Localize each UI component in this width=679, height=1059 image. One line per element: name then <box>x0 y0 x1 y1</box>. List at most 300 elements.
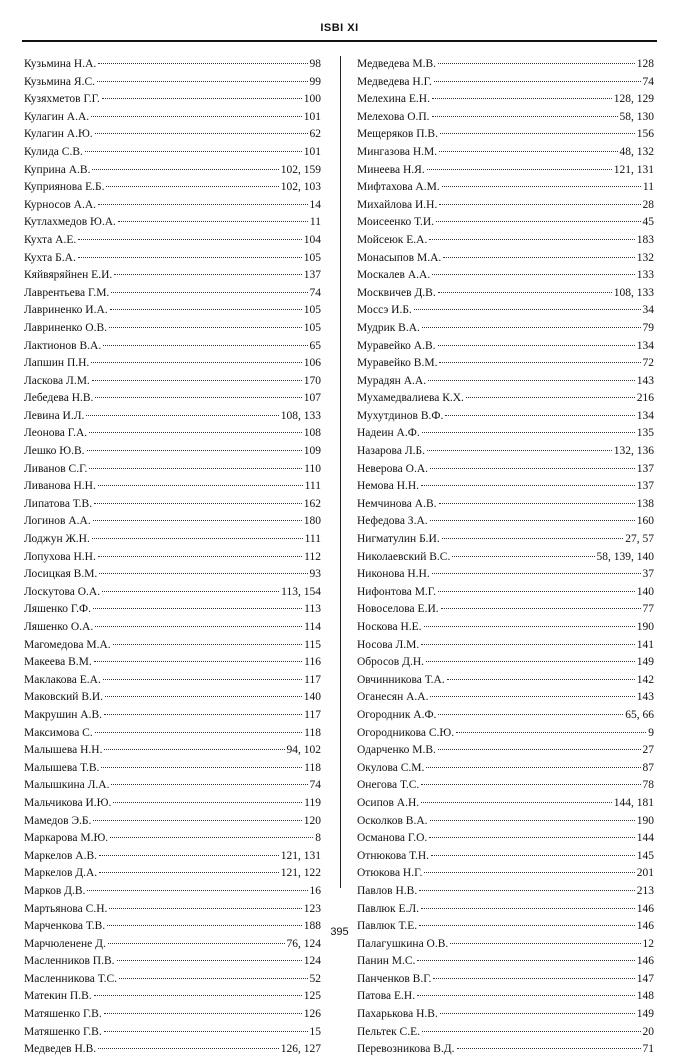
index-entry <box>357 777 654 795</box>
dot-leader <box>99 573 307 574</box>
index-entry <box>24 566 321 584</box>
page-references: 76, 124 <box>286 937 321 950</box>
page-references: 134 <box>636 339 654 352</box>
author-name: Масленникова Т.С. <box>24 972 118 985</box>
dot-leader <box>118 221 308 222</box>
dot-leader <box>439 503 635 504</box>
author-name: Москвичев Д.В. <box>357 286 436 299</box>
index-entry <box>357 813 654 831</box>
index-entry <box>24 619 321 637</box>
index-entry <box>357 566 654 584</box>
page-references: 128, 129 <box>613 93 654 106</box>
dot-leader <box>106 186 278 187</box>
author-name: Носкова Н.Е. <box>357 621 422 633</box>
author-name: Логинов А.А. <box>24 515 91 528</box>
author-name: Лавриненко О.В. <box>24 321 108 334</box>
dot-leader <box>442 186 641 187</box>
index-entry <box>357 320 654 338</box>
column-divider <box>340 56 341 888</box>
page-references: 45 <box>642 216 654 229</box>
dot-leader <box>95 133 308 134</box>
dot-leader <box>92 169 278 170</box>
page-references: 118 <box>304 761 321 774</box>
dot-leader <box>104 1031 308 1032</box>
index-entry <box>24 513 321 531</box>
author-name: Мингазова Н.М. <box>357 145 438 158</box>
author-name: Лоскутова О.А. <box>24 585 101 598</box>
dot-leader <box>421 908 635 909</box>
dot-leader <box>414 309 641 310</box>
author-name: Кулида С.В. <box>24 145 83 158</box>
page-references: 102, 159 <box>280 163 321 176</box>
page-references: 58, 130 <box>619 110 654 123</box>
author-name: Кузьмина Я.С. <box>24 75 95 88</box>
dot-leader <box>109 908 301 909</box>
index-entry <box>357 197 654 215</box>
index-entry <box>24 1024 321 1042</box>
author-name: Панченков В.Г. <box>357 972 432 985</box>
author-name: Оганесян А.А. <box>357 691 429 704</box>
author-name: Неверова О.А. <box>357 462 428 475</box>
page-references: 11 <box>309 216 321 229</box>
author-name: Маркарова М.Ю. <box>24 832 109 845</box>
author-name: Марчюленене Д. <box>24 937 106 950</box>
dot-leader <box>432 98 612 99</box>
index-entry <box>24 232 321 250</box>
author-name: Носова Л.М. <box>357 638 420 651</box>
dot-leader <box>427 169 612 170</box>
dot-leader <box>421 485 635 486</box>
page-references: 160 <box>636 515 654 528</box>
index-entry <box>24 56 321 74</box>
author-name: Ливанова Н.Н. <box>24 480 96 493</box>
page-references: 109 <box>303 445 321 458</box>
author-name: Маркелов А.В. <box>24 849 98 862</box>
author-name: Кутлахмедов Ю.А. <box>24 216 116 229</box>
author-name: Муравейко В.М. <box>357 357 438 370</box>
dot-leader <box>99 872 279 873</box>
dot-leader <box>429 837 634 838</box>
author-name: Павлов Н.В. <box>357 884 418 897</box>
author-name: Панин М.С. <box>357 955 416 968</box>
index-entry <box>24 91 321 109</box>
author-name: Лоджун Ж.Н. <box>24 533 90 546</box>
index-entry <box>357 619 654 637</box>
page-references: 146 <box>636 902 654 915</box>
dot-leader <box>430 520 635 521</box>
index-entry <box>24 338 321 356</box>
index-entry <box>24 250 321 268</box>
page-references: 100 <box>303 93 321 106</box>
dot-leader <box>103 345 307 346</box>
index-entry <box>357 461 654 479</box>
index-entry <box>24 689 321 707</box>
page-references: 111 <box>304 533 321 546</box>
page-references: 201 <box>636 867 654 880</box>
dot-leader <box>108 943 285 944</box>
page-references: 34 <box>642 304 654 317</box>
index-entry <box>24 865 321 883</box>
dot-leader <box>430 468 635 469</box>
author-name: Липатова Т.В. <box>24 497 93 510</box>
author-name: Лебедева Н.В. <box>24 392 94 405</box>
author-name: Нигматулин Б.И. <box>357 533 440 546</box>
author-name: Окулова С.М. <box>357 761 425 774</box>
author-name: Мухамедвалиева К.Х. <box>357 392 464 405</box>
page-references: 170 <box>303 374 321 387</box>
page-references: 146 <box>636 920 654 933</box>
index-entry <box>357 373 654 391</box>
index-entry <box>24 285 321 303</box>
author-name: Моисеенко Т.И. <box>357 216 435 229</box>
page-references: 15 <box>309 1025 321 1038</box>
author-name: Пахарькова Н.В. <box>357 1008 438 1021</box>
page-references: 162 <box>303 497 321 510</box>
index-entry <box>24 408 321 426</box>
dot-leader <box>114 274 302 275</box>
index-entry <box>357 179 654 197</box>
page-references: 111 <box>304 480 321 493</box>
author-name: Масленников П.В. <box>24 955 115 968</box>
index-entry <box>24 179 321 197</box>
dot-leader <box>91 116 302 117</box>
author-name: Мурадян А.А. <box>357 374 427 387</box>
page-references: 107 <box>303 392 321 405</box>
index-entry <box>24 461 321 479</box>
author-name: Ласкова Л.М. <box>24 374 90 387</box>
dot-leader <box>103 679 302 680</box>
dot-leader <box>417 995 635 996</box>
author-name: Отюкова Н.Г. <box>357 867 423 880</box>
index-entry <box>24 74 321 92</box>
author-name: Макеева В.М. <box>24 656 92 669</box>
dot-leader <box>430 820 635 821</box>
author-name: Магомедова М.А. <box>24 638 111 651</box>
page-references: 20 <box>642 1025 654 1038</box>
page-references: 128 <box>636 58 654 70</box>
index-entry <box>24 373 321 391</box>
index-entry <box>24 813 321 831</box>
index-entry <box>357 725 654 743</box>
author-name: Мухутдинов В.Ф. <box>357 409 444 422</box>
page-references: 120 <box>303 814 321 827</box>
dot-leader <box>87 450 302 451</box>
dot-leader <box>432 274 635 275</box>
index-column-left <box>24 56 321 1059</box>
author-name: Куприна А.В. <box>24 163 91 176</box>
dot-leader <box>456 732 646 733</box>
author-name: Николаевский В.С. <box>357 550 451 563</box>
author-name: Малышева Т.В. <box>24 761 100 774</box>
page-references: 180 <box>303 515 321 528</box>
dot-leader <box>422 432 635 433</box>
dot-leader <box>89 468 302 469</box>
index-entry <box>357 162 654 180</box>
author-name: Палагушкина О.В. <box>357 937 449 950</box>
page-references: 121, 122 <box>280 867 321 880</box>
index-entry <box>24 267 321 285</box>
index-entry <box>357 901 654 919</box>
page-references: 147 <box>636 972 654 985</box>
index-entry <box>24 109 321 127</box>
page-references: 126, 127 <box>280 1043 321 1056</box>
dot-leader <box>89 432 302 433</box>
author-name: Монасыпов М.А. <box>357 251 442 264</box>
author-name: Лопухова Н.Н. <box>24 550 96 563</box>
page-references: 108, 133 <box>280 409 321 422</box>
page-references: 79 <box>642 321 654 334</box>
index-entry <box>357 549 654 567</box>
author-name: Москалев А.А. <box>357 269 431 282</box>
author-name: Одарченко М.В. <box>357 744 436 757</box>
index-entry <box>24 830 321 848</box>
dot-leader <box>109 327 302 328</box>
author-name: Лавриненко И.А. <box>24 304 108 317</box>
index-entry <box>357 478 654 496</box>
author-name: Обросов Д.Н. <box>357 656 425 669</box>
dot-leader <box>117 960 302 961</box>
page-references: 132, 136 <box>613 445 654 458</box>
index-entry <box>357 250 654 268</box>
dot-leader <box>422 1031 641 1032</box>
dot-leader <box>110 309 302 310</box>
author-name: Онегова Т.С. <box>357 779 420 792</box>
page-references: 140 <box>636 585 654 598</box>
dot-leader <box>95 397 301 398</box>
index-entry <box>24 883 321 901</box>
dot-leader <box>433 978 634 979</box>
dot-leader <box>421 802 612 803</box>
index-entry <box>24 390 321 408</box>
author-name: Кулагин А.Ю. <box>24 128 93 141</box>
index-entry <box>357 689 654 707</box>
dot-leader <box>93 820 301 821</box>
author-name: Мелехова О.П. <box>357 110 430 123</box>
index-entry <box>357 707 654 725</box>
author-name: Отнюкова Т.Н. <box>357 849 430 862</box>
page-references: 117 <box>304 708 321 721</box>
index-entry <box>357 672 654 690</box>
index-entry <box>24 637 321 655</box>
dot-leader <box>78 239 302 240</box>
page-references: 77 <box>642 603 654 616</box>
author-name: Матекин П.В. <box>24 990 92 1003</box>
index-entry <box>357 971 654 989</box>
page-references: 183 <box>636 233 654 246</box>
index-entry <box>357 584 654 602</box>
author-name: Матяшенко Г.В. <box>24 1025 102 1038</box>
author-name: Минеева Н.Я. <box>357 163 425 176</box>
dot-leader <box>110 837 313 838</box>
index-entry <box>357 1006 654 1024</box>
index-entry <box>357 390 654 408</box>
page-references: 101 <box>303 145 321 158</box>
page-references: 58, 139, 140 <box>596 550 654 563</box>
dot-leader <box>87 890 307 891</box>
index-entry <box>357 91 654 109</box>
page-references: 98 <box>309 58 321 70</box>
index-entry <box>24 760 321 778</box>
index-entry <box>24 443 321 461</box>
page-references: 72 <box>642 357 654 370</box>
dot-leader <box>434 81 641 82</box>
dot-leader <box>119 978 307 979</box>
index-entry <box>357 302 654 320</box>
index-entry <box>357 830 654 848</box>
dot-leader <box>436 221 640 222</box>
author-name: Малышева Н.Н. <box>24 744 103 757</box>
index-entry <box>24 901 321 919</box>
author-name: Огородник А.Ф. <box>357 708 437 721</box>
index-entry <box>357 1041 654 1059</box>
index-entry <box>357 232 654 250</box>
dot-leader <box>97 81 308 82</box>
dot-leader <box>113 644 303 645</box>
page-references: 125 <box>303 990 321 1003</box>
author-name: Нефедова З.А. <box>357 515 428 528</box>
author-name: Никонова Н.Н. <box>357 568 430 581</box>
page-references: 65, 66 <box>625 708 654 721</box>
dot-leader <box>457 1048 641 1049</box>
author-name: Моссэ И.Б. <box>357 304 412 317</box>
index-entry <box>357 795 654 813</box>
author-name: Ливанов С.Г. <box>24 462 88 475</box>
page-references: 114 <box>304 621 321 633</box>
author-name: Максимова С. <box>24 726 93 739</box>
author-name: Мелехина Е.Н. <box>357 93 430 106</box>
page-references: 62 <box>309 128 321 141</box>
dot-leader <box>99 855 279 856</box>
author-name: Медведева Н.Г. <box>357 75 432 88</box>
dot-leader <box>438 714 623 715</box>
author-name: Огородникова С.Ю. <box>357 726 455 739</box>
page-number: 395 <box>330 926 349 938</box>
dot-leader <box>432 573 641 574</box>
page-references: 101 <box>303 110 321 123</box>
index-entry <box>357 443 654 461</box>
page-references: 87 <box>642 761 654 774</box>
author-name: Маклакова Е.А. <box>24 673 101 686</box>
page-references: 119 <box>304 796 321 809</box>
index-entry <box>357 1024 654 1042</box>
page-references: 140 <box>303 691 321 704</box>
page-references: 148 <box>636 990 654 1003</box>
author-name: Мудрик В.А. <box>357 321 420 334</box>
index-entry <box>357 496 654 514</box>
dot-leader <box>94 503 302 504</box>
index-entry <box>24 777 321 795</box>
author-name: Марков Д.В. <box>24 884 86 897</box>
index-entry <box>357 865 654 883</box>
page-references: 115 <box>304 638 321 651</box>
index-entry <box>24 496 321 514</box>
page-references: 143 <box>636 691 654 704</box>
index-entry <box>24 971 321 989</box>
dot-leader <box>111 292 307 293</box>
author-name: Матяшенко Г.В. <box>24 1008 102 1021</box>
dot-leader <box>432 116 618 117</box>
author-name: Куприянова Е.Б. <box>24 181 105 194</box>
author-name: Перевозникова В.Д. <box>357 1043 455 1056</box>
index-entry <box>24 302 321 320</box>
dot-leader <box>424 626 635 627</box>
dot-leader <box>452 556 594 557</box>
page-references: 156 <box>636 128 654 141</box>
author-name: Лешко Ю.В. <box>24 445 85 458</box>
page-references: 104 <box>303 233 321 246</box>
page-references: 108, 133 <box>613 286 654 299</box>
page-references: 116 <box>304 656 321 669</box>
dot-leader <box>101 767 302 768</box>
index-entry <box>24 795 321 813</box>
dot-leader <box>78 257 302 258</box>
author-name: Осколков В.А. <box>357 814 428 827</box>
index-entry <box>357 285 654 303</box>
author-name: Ляшенко О.А. <box>24 621 94 633</box>
index-entry <box>24 144 321 162</box>
dot-leader <box>447 679 635 680</box>
page-references: 216 <box>636 392 654 405</box>
page-references: 188 <box>303 920 321 933</box>
page-references: 16 <box>309 884 321 897</box>
dot-leader <box>445 415 634 416</box>
index-entry <box>357 513 654 531</box>
page-references: 135 <box>636 427 654 440</box>
page-references: 124 <box>303 955 321 968</box>
index-entry <box>357 126 654 144</box>
dot-leader <box>438 63 635 64</box>
dot-leader <box>439 204 640 205</box>
dot-leader <box>427 450 612 451</box>
page-references: 213 <box>636 884 654 897</box>
page-references: 37 <box>642 568 654 581</box>
index-entry <box>357 988 654 1006</box>
page-references: 74 <box>309 286 321 299</box>
dot-leader <box>104 714 302 715</box>
index-entry <box>24 707 321 725</box>
page-references: 93 <box>309 568 321 581</box>
page-references: 121, 131 <box>613 163 654 176</box>
dot-leader <box>426 661 635 662</box>
author-name: Мамедов Э.Б. <box>24 814 92 827</box>
page-references: 74 <box>309 779 321 792</box>
page-references: 105 <box>303 321 321 334</box>
page-references: 137 <box>636 480 654 493</box>
index-entry <box>24 425 321 443</box>
index-entry <box>357 214 654 232</box>
index-entry <box>357 742 654 760</box>
page-references: 143 <box>636 374 654 387</box>
index-entry <box>24 478 321 496</box>
dot-leader <box>93 608 302 609</box>
page-references: 94, 102 <box>286 744 321 757</box>
author-name: Кяйвяряйнен Е.И. <box>24 269 113 282</box>
index-entry <box>357 144 654 162</box>
author-name: Леонова Г.А. <box>24 427 88 440</box>
index-entry <box>24 1006 321 1024</box>
index-entry <box>357 56 654 74</box>
dot-leader <box>443 257 634 258</box>
page-references: 65 <box>309 339 321 352</box>
dot-leader <box>430 696 634 697</box>
author-name: Ляшенко Г.Ф. <box>24 603 92 616</box>
author-name: Немова Н.Н. <box>357 480 420 493</box>
author-name: Новоселова Е.И. <box>357 603 439 616</box>
index-entry <box>24 654 321 672</box>
page-references: 137 <box>303 269 321 282</box>
page-references: 132 <box>636 251 654 264</box>
author-name: Назарова Л.Б. <box>357 445 425 458</box>
